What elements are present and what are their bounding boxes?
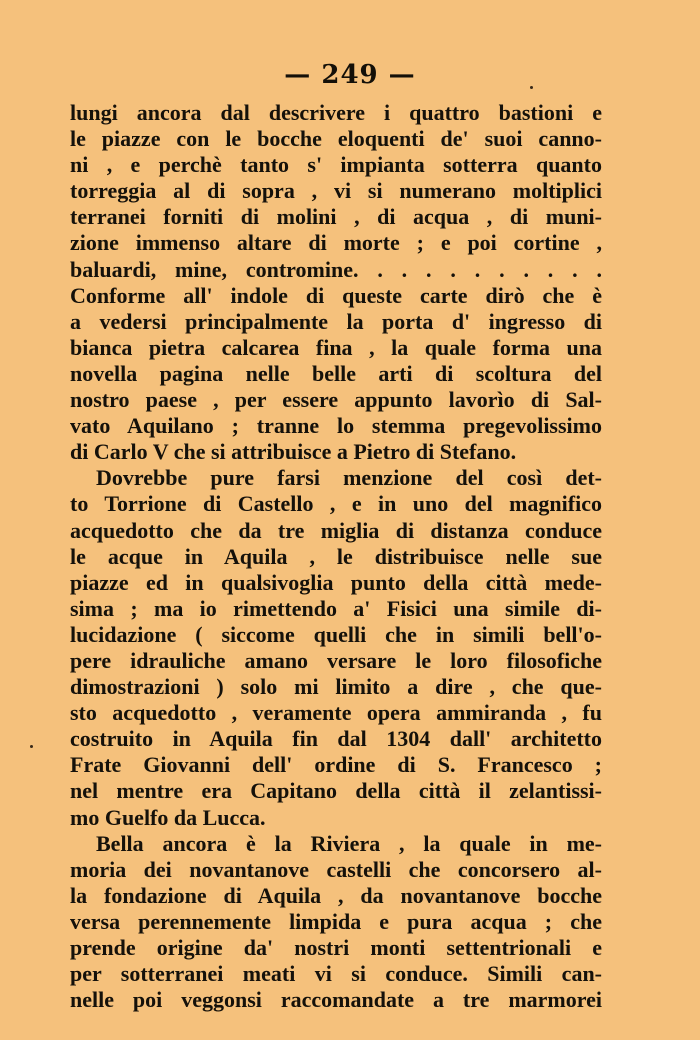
text-line: la fondazione di Aquila , da novantanove bocche (70, 882, 602, 908)
text-line: a vedersi principalmente la porta d' ingresso di (70, 308, 602, 334)
text-line: costruito in Aquila fin dal 1304 dall' architetto (70, 726, 602, 752)
text-line: dimostrazioni ) solo mi limito a dire , che que- (70, 674, 602, 700)
text-line: ni , e perchè tanto s' impianta sotterra quanto (70, 152, 602, 178)
page-body-text (70, 100, 602, 1013)
text-line: mo Guelfo da Lucca. (70, 804, 266, 830)
text-line: versa perennemente limpida e pura acqua ; che (70, 908, 602, 934)
print-speck (30, 745, 33, 748)
text-line: Conforme all' indole di queste carte dirò che è (70, 282, 602, 308)
text-line: terranei forniti di molini , di acqua , di muni- (70, 204, 602, 230)
text-line: to Torrione di Castello , e in uno del magnifico (70, 491, 602, 517)
text-line: acquedotto che da tre miglia di distanza conduce (70, 517, 602, 543)
text-line: per sotterranei meati vi si conduce. Simili can- (70, 961, 602, 987)
text-line: lungi ancora dal descrivere i quattro bastioni e (70, 100, 602, 125)
text-line: bianca pietra calcarea fina , la quale forma una (70, 334, 602, 360)
text-line: di Carlo V che si attribuisce a Pietro di Stefano. (70, 439, 517, 465)
text-line: le piazze con le bocche eloquenti de' suoi canno- (70, 126, 602, 152)
text-line: nostro paese , per essere appunto lavorìo di Sal- (70, 387, 602, 413)
text-line: nel mentre era Capitano della città il zelantissi- (70, 778, 602, 804)
text-line: Bella ancora è la Riviera , la quale in me- (96, 830, 602, 856)
page-number: — 249 — (284, 60, 416, 90)
text-line: le acque in Aquila , le distribuisce nelle sue (70, 543, 602, 569)
text-line: moria dei novantanove castelli che concorsero al- (70, 856, 602, 882)
text-line: lucidazione ( siccome quelli che in simili bell'o- (70, 621, 602, 647)
text-line: novella pagina nelle belle arti di scoltura del (70, 360, 602, 386)
text-line: pere idrauliche amano versare le loro filosofiche (70, 647, 602, 673)
text-line: zione immenso altare di morte ; e poi cortine , (70, 230, 602, 256)
text-line: torreggia al di sopra , vi si numerano moltiplici (70, 178, 602, 204)
text-line: prende origine da' nostri monti settentrionali e (70, 935, 602, 960)
text-line: sima ; ma io rimettendo a' Fisici una simile di- (70, 595, 602, 621)
text-line: Frate Giovanni dell' ordine di S. Francesco ; (70, 752, 602, 778)
text-line: Dovrebbe pure farsi menzione del così det- (96, 465, 602, 491)
text-line: sto acquedotto , veramente opera ammiranda , fu (70, 700, 602, 726)
text-line: nelle poi veggonsi raccomandate a tre marmorei (70, 987, 602, 1013)
print-speck (530, 86, 533, 89)
text-line: baluardi, mine, contromine. . . . . . . . . . . (70, 256, 602, 282)
text-line: piazze ed in qualsivoglia punto della città mede- (70, 569, 602, 595)
text-line: vato Aquilano ; tranne lo stemma pregevolissimo (70, 413, 602, 439)
